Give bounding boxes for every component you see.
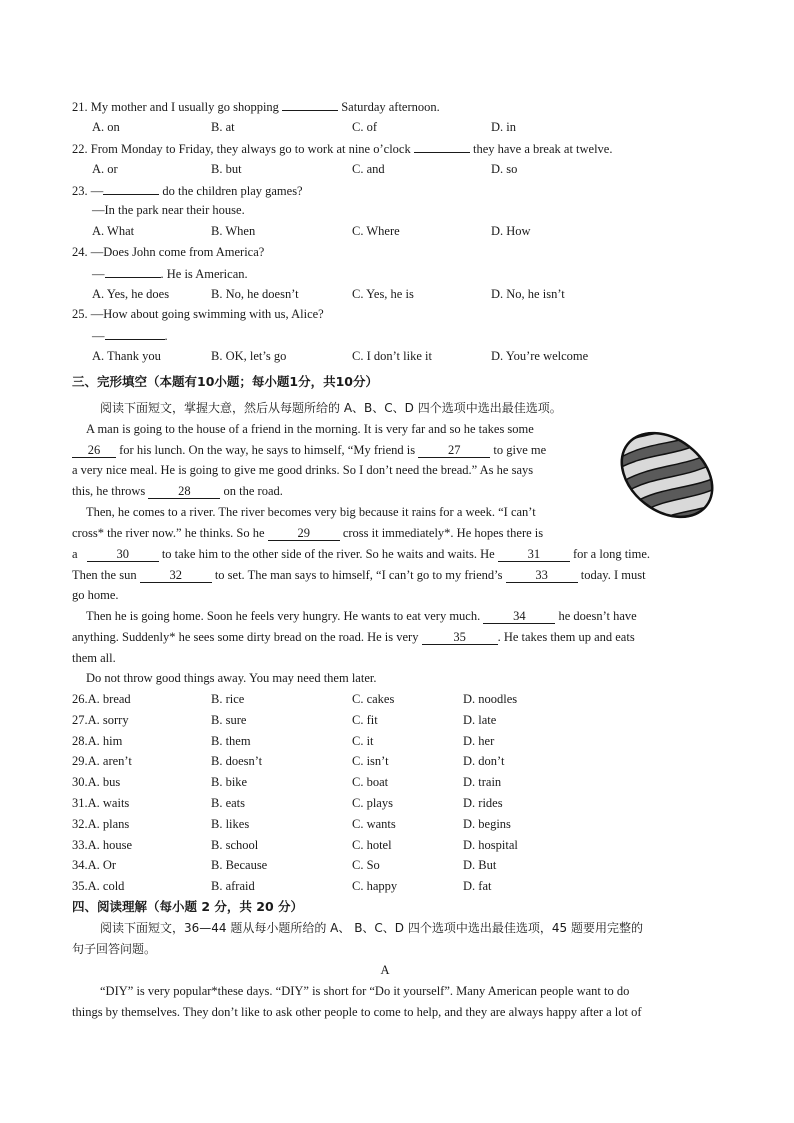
dash: —: [92, 267, 105, 281]
passage-line: [72, 525, 543, 541]
option-b[interactable]: B. likes: [211, 816, 250, 831]
passage-text: cross it immediately*. He hopes there is: [342, 526, 544, 540]
blank-29[interactable]: 29: [268, 526, 340, 541]
option-c[interactable]: C. happy: [352, 879, 398, 894]
answer-blank[interactable]: [105, 265, 161, 278]
passage-text: a: [72, 547, 78, 561]
option-a[interactable]: 28.A. him: [72, 733, 123, 748]
passage-line: A man is going to the house of a friend in the morning. It is very far and so he takes some: [86, 422, 534, 436]
dash: —: [92, 329, 105, 343]
option-d[interactable]: D. No, he isn’t: [491, 287, 565, 301]
option-a[interactable]: 30.A. bus: [72, 775, 121, 790]
option-b[interactable]: B. them: [211, 733, 251, 748]
option-c[interactable]: C. cakes: [352, 692, 395, 706]
passage-line: [72, 567, 646, 583]
option-d[interactable]: D. noodles: [463, 692, 518, 706]
passage-line: Then, he comes to a river. The river becomes very big because it rains for a week. “I can’t: [86, 505, 536, 519]
option-a[interactable]: 29.A. aren’t: [72, 754, 132, 769]
option-d[interactable]: D. fat: [463, 879, 492, 894]
option-a[interactable]: A. Yes, he does: [92, 287, 170, 301]
question-21: [72, 98, 440, 115]
answer-blank[interactable]: [105, 327, 165, 340]
passage-line: things by themselves. They don’t like to ask other people to come to help, and they are always happy after a lot of: [72, 1005, 642, 1019]
option-d[interactable]: D. don’t: [463, 754, 505, 769]
option-d[interactable]: D. You’re welcome: [491, 349, 589, 363]
blank-27[interactable]: 27: [418, 443, 490, 458]
section-instruction-cont: 句子回答问题。: [72, 942, 157, 956]
blank-32[interactable]: 32: [140, 568, 212, 583]
passage-moral: Do not throw good things away. You may need them later.: [86, 671, 377, 685]
question-23: [72, 182, 303, 199]
option-b[interactable]: B. doesn’t: [211, 754, 263, 769]
option-a[interactable]: A. What: [92, 224, 135, 238]
question-stem: 23. —: [72, 184, 104, 198]
passage-line: [72, 483, 283, 499]
passage-line: them all.: [72, 651, 116, 665]
option-a[interactable]: 27.A. sorry: [72, 712, 129, 727]
question-22: [72, 140, 612, 157]
option-a[interactable]: 32.A. plans: [72, 816, 130, 831]
passage-text: this, he throws: [72, 484, 146, 498]
option-c[interactable]: C. Yes, he is: [352, 287, 414, 301]
option-b[interactable]: B. Because: [211, 858, 268, 873]
dialogue-reply: [92, 327, 168, 344]
passage-line: [72, 629, 635, 645]
option-a[interactable]: 31.A. waits: [72, 796, 130, 810]
passage-text: Then the sun: [72, 568, 137, 582]
option-d[interactable]: D. so: [491, 162, 518, 176]
section-title-reading: 四、阅读理解（每小题 2 分，共 20 分）: [72, 899, 304, 914]
blank-31[interactable]: 31: [498, 547, 570, 562]
option-c[interactable]: C. fit: [352, 712, 378, 727]
option-b[interactable]: B. When: [211, 224, 256, 238]
option-d[interactable]: D. But: [463, 858, 497, 873]
option-b[interactable]: B. school: [211, 837, 259, 852]
option-a[interactable]: 33.A. house: [72, 837, 133, 852]
question-stem: 21. My mother and I usually go shopping: [72, 100, 279, 114]
dialogue-reply: [92, 265, 248, 282]
option-a[interactable]: A. or: [92, 162, 118, 176]
passage-line: “DIY” is very popular*these days. “DIY” is short for “Do it yourself”. Many American people want to do: [100, 984, 630, 998]
option-a[interactable]: A. on: [92, 120, 120, 134]
option-c[interactable]: C. and: [352, 162, 385, 176]
reply-text: .: [164, 329, 168, 343]
option-b[interactable]: B. OK, let’s go: [211, 349, 287, 363]
question-24: 24. —Does John come from America?: [72, 245, 265, 259]
blank-33[interactable]: 33: [506, 568, 578, 583]
passage-text: for a long time.: [572, 547, 651, 561]
passage-text: to take him to the other side of the river. So he waits and waits. He: [161, 547, 495, 561]
option-c[interactable]: C. Where: [352, 224, 400, 238]
passage-label: A: [380, 963, 390, 977]
option-a[interactable]: 34.A. Or: [72, 858, 117, 873]
option-c[interactable]: C. it: [352, 733, 374, 748]
option-b[interactable]: B. afraid: [211, 879, 255, 894]
option-a[interactable]: 26.A. bread: [72, 692, 131, 706]
blank-30[interactable]: 30: [87, 547, 159, 562]
option-c[interactable]: C. boat: [352, 775, 389, 790]
blank-26[interactable]: 26: [72, 443, 116, 458]
blank-34[interactable]: 34: [483, 609, 555, 624]
answer-blank[interactable]: [414, 140, 470, 153]
option-b[interactable]: B. bike: [211, 775, 248, 790]
passage-text: for his lunch. On the way, he says to himself, “My friend is: [119, 443, 416, 457]
option-b[interactable]: B. but: [211, 162, 242, 176]
option-d[interactable]: D. How: [491, 224, 531, 238]
option-c[interactable]: C. So: [352, 858, 380, 873]
option-d[interactable]: D. rides: [463, 796, 503, 810]
passage-text: anything. Suddenly* he sees some dirty bread on the road. He is very: [72, 630, 419, 644]
option-b[interactable]: B. No, he doesn’t: [211, 287, 299, 301]
question-stem: 22. From Monday to Friday, they always go to work at nine o’clock: [72, 142, 411, 156]
passage-text: he doesn’t have: [558, 609, 637, 623]
section-instruction: 阅读下面短文，36—44 题从每小题所给的 A、 B、C、D 四个选项中选出最佳选项，45 题要用完整的: [100, 921, 643, 935]
passage-line: [72, 442, 546, 458]
question-25: 25. —How about going swimming with us, Alice?: [72, 307, 324, 321]
option-d[interactable]: D. in: [491, 120, 516, 134]
passage-text: today. I must: [580, 568, 646, 582]
option-d[interactable]: D. train: [463, 775, 502, 790]
section-instruction: 阅读下面短文，掌握大意，然后从每题所给的 A、B、C、D 四个选项中选出最佳选项。: [100, 401, 562, 415]
option-d[interactable]: D. hospital: [463, 837, 518, 852]
answer-blank[interactable]: [103, 182, 159, 195]
passage-text: on the road.: [223, 484, 283, 498]
passage-line: [72, 546, 650, 562]
dialogue-reply: —In the park near their house.: [92, 203, 245, 217]
bread-illustration: [612, 420, 722, 530]
option-c[interactable]: C. hotel: [352, 837, 392, 852]
question-stem-end: Saturday afternoon.: [341, 100, 440, 114]
answer-blank[interactable]: [282, 98, 338, 111]
option-b[interactable]: B. at: [211, 120, 235, 134]
passage-line: a very nice meal. He is going to give me good drinks. So I don’t need the bread.” As he says: [72, 463, 534, 477]
option-d[interactable]: D. her: [463, 733, 495, 748]
option-c[interactable]: C. isn’t: [352, 754, 389, 769]
option-b[interactable]: B. rice: [211, 692, 245, 706]
passage-text: cross* the river now.” he thinks. So he: [72, 526, 265, 540]
passage-text: to give me: [493, 443, 547, 457]
option-d[interactable]: D. begins: [463, 816, 511, 831]
passage-line: [86, 608, 637, 624]
passage-text: to set. The man says to himself, “I can’t go to my friend’s: [214, 568, 503, 582]
passage-text: . He takes them up and eats: [497, 630, 635, 644]
option-a[interactable]: 35.A. cold: [72, 879, 125, 894]
question-stem-end: they have a break at twelve.: [472, 142, 613, 156]
option-a[interactable]: A. Thank you: [92, 349, 161, 363]
bread-icon: [612, 420, 722, 530]
option-d[interactable]: D. late: [463, 712, 497, 727]
passage-line: go home.: [72, 588, 119, 602]
section-title-cloze: 三、完形填空（本题有10小题；每小题1分，共10分）: [72, 374, 378, 389]
option-c[interactable]: C. of: [352, 120, 377, 134]
question-stem-end: do the children play games?: [162, 184, 303, 198]
passage-text: Then he is going home. Soon he feels very hungry. He wants to eat very much.: [86, 609, 481, 623]
blank-28[interactable]: 28: [148, 484, 220, 499]
option-c[interactable]: C. plays: [352, 796, 393, 810]
reply-text: . He is American.: [160, 267, 248, 281]
option-b[interactable]: B. sure: [211, 712, 247, 727]
option-c[interactable]: C. I don’t like it: [352, 349, 432, 363]
blank-35[interactable]: 35: [422, 630, 498, 645]
option-c[interactable]: C. wants: [352, 816, 396, 831]
option-b[interactable]: B. eats: [211, 796, 246, 810]
